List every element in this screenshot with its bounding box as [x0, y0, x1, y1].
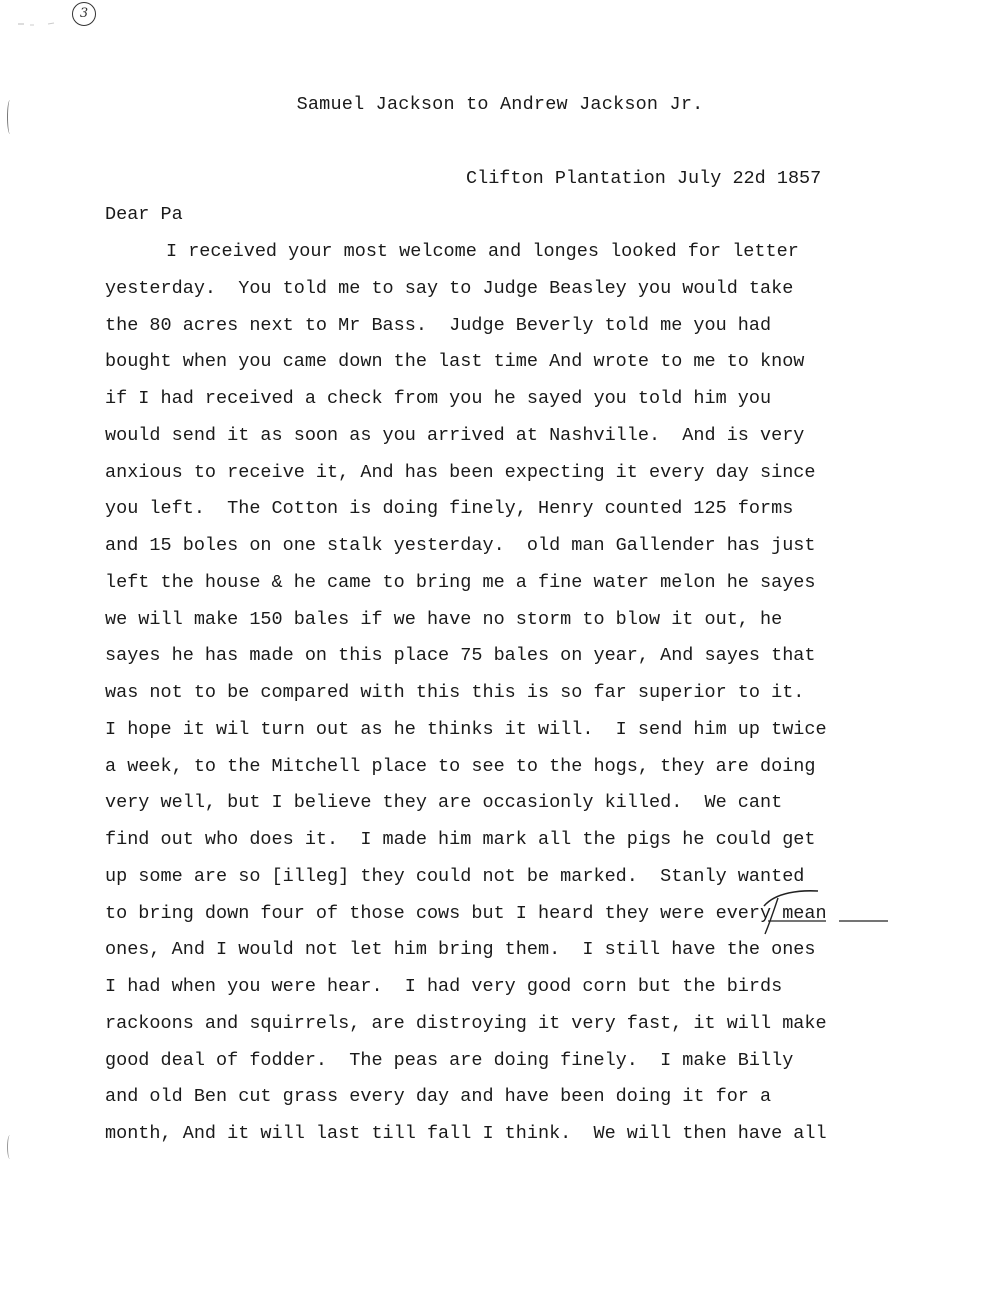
letter-line: sayes he has made on this place 75 bales on year, And sayes that — [105, 645, 816, 667]
letter-line: find out who does it. I made him mark all the pigs he could get — [105, 829, 816, 850]
scan-specks — [18, 10, 58, 50]
page-number: 3 — [72, 2, 96, 26]
letter-line: I received your most welcome and longes looked for letter — [166, 241, 799, 262]
letter-body — [105, 241, 905, 1160]
letter-line: would send it as soon as you arrived at Nashville. And is very — [105, 424, 805, 446]
letter-line: ones, And I would not let him bring them. I still have the ones — [105, 939, 816, 961]
letter-dateline: Clifton Plantation July 22d 1857 — [466, 168, 822, 189]
letter-line: yesterday. You told me to say to Judge Beasley you would take — [105, 277, 794, 299]
letter-line: and old Ben cut grass every day and have been doing it for a — [105, 1086, 772, 1108]
letter-line: rackoons and squirrels, are distroying it very fast, it will make — [105, 1012, 827, 1034]
letter-line: if I had received a check from you he sayed you told him you — [105, 388, 772, 409]
letter-line: and 15 boles on one stalk yesterday. old man Gallender has just — [105, 535, 816, 556]
letter-line: a week, to the Mitchell place to see to the hogs, they are doing — [105, 755, 816, 777]
letter-line: month, And it will last till fall I think. We will then have all — [105, 1123, 827, 1144]
letter-line: left the house & he came to bring me a fine water melon he sayes — [105, 571, 816, 593]
letter-line: you left. The Cotton is doing finely, Henry counted 125 forms — [105, 498, 794, 520]
letter-line: very well, but I believe they are occasionly killed. We cant — [105, 792, 783, 814]
letter-line: I had when you were hear. I had very good corn but the birds — [105, 976, 783, 997]
margin-mark-lower — [7, 1135, 13, 1159]
letter-line: good deal of fodder. The peas are doing finely. I make Billy — [105, 1049, 794, 1071]
letter-line: the 80 acres next to Mr Bass. Judge Beverly told me you had — [105, 314, 772, 336]
letter-line: bought when you came down the last time And wrote to me to know — [105, 351, 805, 373]
letter-line: up some are so [illeg] they could not be marked. Stanly wanted — [105, 865, 805, 887]
letter-title: Samuel Jackson to Andrew Jackson Jr. — [296, 94, 704, 115]
letter-line: anxious to receive it, And has been expecting it every day since — [105, 461, 816, 483]
letter-salutation: Dear Pa — [105, 204, 183, 225]
letter-line: we will make 150 bales if we have no storm to blow it out, he — [105, 608, 783, 630]
letter-line: was not to be compared with this this is so far superior to it. — [105, 682, 805, 703]
letter-line: I hope it wil turn out as he thinks it will. I send him up twice — [105, 718, 827, 740]
letter-line: to bring down four of those cows but I heard they were every mean — [105, 902, 827, 924]
